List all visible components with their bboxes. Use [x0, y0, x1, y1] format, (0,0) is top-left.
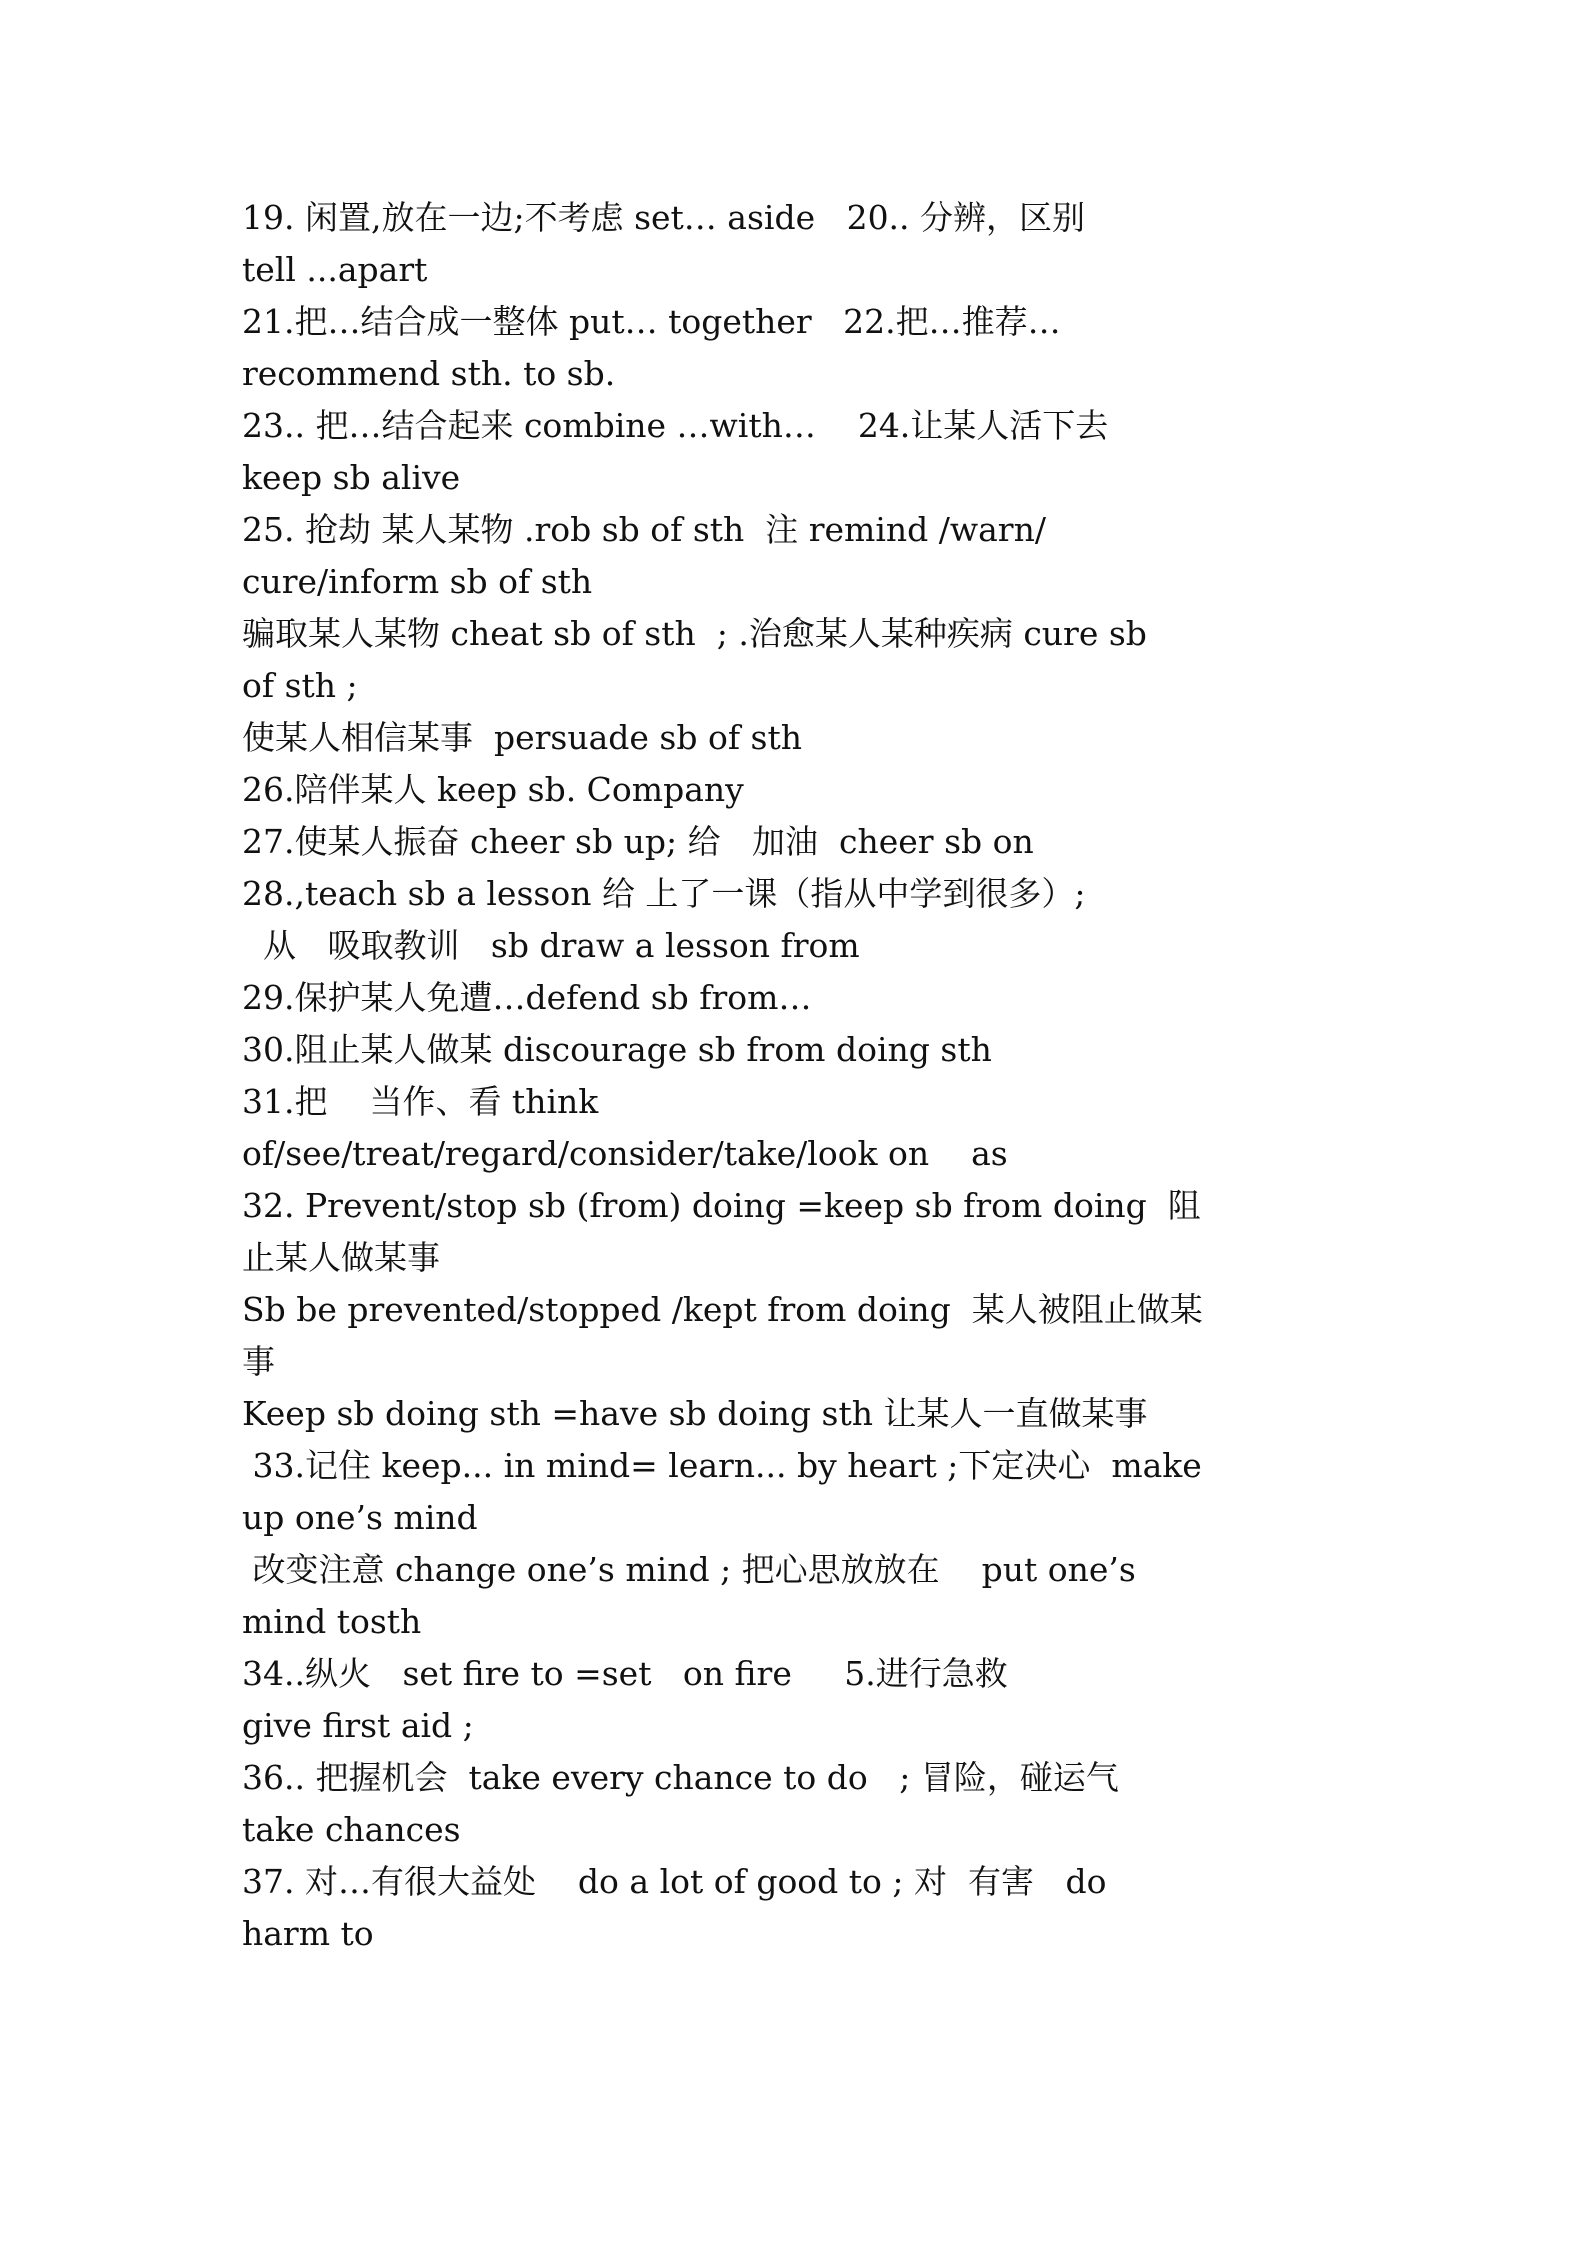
- entry-28-line-2: 从 吸取教训 sb draw a lesson from: [242, 926, 860, 965]
- entry-25-line-2: cure/inform sb of sth: [242, 562, 593, 601]
- entry-31-line-2: of/see/treat/regard/consider/take/look on as: [242, 1134, 1008, 1173]
- entry-32-line-1: 32. Prevent/stop sb (from) doing =keep sb from doing 阻: [242, 1186, 1201, 1225]
- entry-25-line-4: of sth ;: [242, 666, 358, 705]
- entry-25-line-3: 骗取某人某物 cheat sb of sth ; .治愈某人某种疾病 cure sb: [242, 614, 1147, 653]
- entry-37-line-1: 37. 对…有很大益处 do a lot of good to ; 对 有害 do: [242, 1862, 1107, 1901]
- entry-23-line-1: 23.. 把…结合起来 combine …with… 24.让某人活下去: [242, 406, 1109, 445]
- entry-35-line-2: give first aid ;: [242, 1706, 474, 1745]
- entry-24-line-2: keep sb alive: [242, 458, 461, 497]
- entry-36-line-2: take chances: [242, 1810, 461, 1849]
- entry-19-line-1: 19. 闲置,放在一边;不考虑 set… aside 20.. 分辨，区别: [242, 198, 1086, 237]
- entry-34-line-1: 34..纵火 set fire to =set on fire 5.进行急救: [242, 1654, 1008, 1693]
- entry-28-line-1: 28.,teach sb a lesson 给 上了一课（指从中学到很多）;: [242, 874, 1086, 913]
- entry-33-line-4: mind tosth: [242, 1602, 422, 1641]
- entry-25-line-5: 使某人相信某事 persuade sb of sth: [242, 718, 802, 757]
- document-page: [242, 192, 1357, 1960]
- entry-33-line-3: 改变注意 change one’s mind ; 把心思放放在 put one’s: [242, 1550, 1136, 1589]
- entry-36-line-1: 36.. 把握机会 take every chance to do ; 冒险，碰运气: [242, 1758, 1119, 1797]
- entry-32-line-5: Keep sb doing sth =have sb doing sth 让某人一直做某事: [242, 1394, 1148, 1433]
- entry-22-line-2: recommend sth. to sb.: [242, 354, 616, 393]
- entry-32-line-2: 止某人做某事: [242, 1238, 440, 1277]
- entry-25-line-1: 25. 抢劫 某人某物 .rob sb of sth 注 remind /warn/: [242, 510, 1046, 549]
- entry-20-line-2: tell ...apart: [242, 250, 428, 289]
- entry-32-line-3: Sb be prevented/stopped /kept from doing 某人被阻止做某: [242, 1290, 1203, 1329]
- entry-33-line-1: 33.记住 keep... in mind= learn... by heart ;下定决心 make: [242, 1446, 1202, 1485]
- entry-30: 30.阻止某人做某 discourage sb from doing sth: [242, 1030, 992, 1069]
- entry-31-line-1: 31.把 当作、看 think: [242, 1082, 599, 1121]
- entry-29: 29.保护某人免遭…defend sb from…: [242, 978, 812, 1017]
- entry-27: 27.使某人振奋 cheer sb up; 给 加油 cheer sb on: [242, 822, 1034, 861]
- entry-21-line-1: 21.把…结合成一整体 put… together 22.把…推荐…: [242, 302, 1061, 341]
- entry-32-line-4: 事: [242, 1342, 275, 1381]
- entry-33-line-2: up one’s mind: [242, 1498, 478, 1537]
- entry-26: 26.陪伴某人 keep sb. Company: [242, 770, 744, 809]
- entry-37-line-2: harm to: [242, 1914, 374, 1953]
